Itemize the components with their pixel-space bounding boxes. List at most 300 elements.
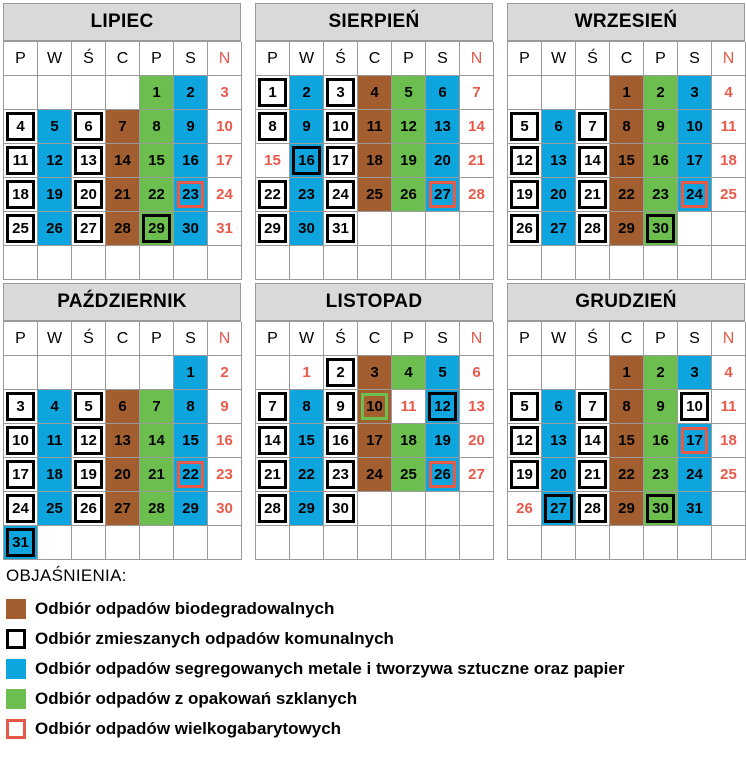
day-cell: 17	[358, 424, 392, 458]
legend-label: Odbiór odpadów biodegradowalnych	[35, 599, 335, 618]
day-cell: 9	[644, 390, 678, 424]
day-cell: 15	[610, 144, 644, 178]
day-cell: 27	[542, 492, 576, 526]
day-cell: 20	[542, 178, 576, 212]
day-cell: 6	[542, 110, 576, 144]
day-cell: 16	[290, 144, 324, 178]
day-cell: 13	[460, 390, 494, 424]
legend	[6, 566, 746, 744]
day-cell: 8	[140, 110, 174, 144]
empty-cell	[38, 76, 72, 110]
day-cell: 28	[576, 492, 610, 526]
empty-cell	[290, 246, 324, 280]
day-cell: 5	[508, 110, 542, 144]
day-cell: 14	[106, 144, 140, 178]
empty-cell	[460, 492, 494, 526]
empty-cell	[426, 526, 460, 560]
day-cell: 23	[174, 178, 208, 212]
weekday-header: W	[38, 322, 72, 356]
empty-cell	[426, 212, 460, 246]
day-cell: 22	[256, 178, 290, 212]
day-cell: 8	[610, 390, 644, 424]
day-cell: 18	[712, 144, 746, 178]
day-cell: 30	[644, 492, 678, 526]
empty-cell	[174, 526, 208, 560]
day-cell: 11	[392, 390, 426, 424]
day-cell: 25	[712, 178, 746, 212]
weekday-header: Ś	[324, 42, 358, 76]
day-cell: 29	[610, 492, 644, 526]
empty-cell	[678, 212, 712, 246]
day-cell: 24	[678, 458, 712, 492]
weekday-header: P	[256, 322, 290, 356]
day-cell: 1	[174, 356, 208, 390]
empty-cell	[644, 246, 678, 280]
day-cell: 8	[290, 390, 324, 424]
day-cell: 22	[290, 458, 324, 492]
empty-cell	[610, 526, 644, 560]
weekday-header: S	[174, 322, 208, 356]
day-cell: 31	[4, 526, 38, 560]
day-cell: 15	[140, 144, 174, 178]
day-cell: 2	[208, 356, 242, 390]
empty-cell	[392, 212, 426, 246]
day-cell: 7	[256, 390, 290, 424]
day-cell: 30	[644, 212, 678, 246]
empty-cell	[542, 356, 576, 390]
day-cell: 4	[358, 76, 392, 110]
day-cell: 28	[460, 178, 494, 212]
weekday-header: P	[4, 42, 38, 76]
day-cell: 1	[610, 356, 644, 390]
day-cell: 24	[4, 492, 38, 526]
empty-cell	[392, 492, 426, 526]
day-cell: 21	[460, 144, 494, 178]
weekday-header: Ś	[576, 42, 610, 76]
day-cell: 6	[542, 390, 576, 424]
day-cell: 27	[460, 458, 494, 492]
day-cell: 29	[290, 492, 324, 526]
day-cell: 22	[140, 178, 174, 212]
weekday-header: Ś	[324, 322, 358, 356]
month-days-grid	[507, 321, 745, 560]
day-cell: 30	[324, 492, 358, 526]
day-cell: 24	[324, 178, 358, 212]
day-cell: 25	[712, 458, 746, 492]
day-cell: 23	[290, 178, 324, 212]
empty-cell	[542, 526, 576, 560]
day-cell: 15	[256, 144, 290, 178]
glass-swatch	[6, 689, 26, 709]
weekday-header: P	[140, 322, 174, 356]
legend-title: OBJAŚNIENIA:	[6, 566, 127, 585]
day-cell: 17	[208, 144, 242, 178]
day-cell: 29	[256, 212, 290, 246]
day-cell: 7	[460, 76, 494, 110]
empty-cell	[324, 526, 358, 560]
day-cell: 9	[644, 110, 678, 144]
empty-cell	[106, 356, 140, 390]
day-cell: 3	[678, 76, 712, 110]
weekday-header: C	[610, 42, 644, 76]
day-cell: 20	[460, 424, 494, 458]
day-cell: 5	[72, 390, 106, 424]
month-listopad	[255, 283, 493, 560]
bio-swatch	[6, 599, 26, 619]
weekday-header: C	[610, 322, 644, 356]
empty-cell	[712, 212, 746, 246]
month-title: WRZESIEŃ	[507, 3, 745, 41]
day-cell: 23	[644, 458, 678, 492]
empty-cell	[542, 76, 576, 110]
empty-cell	[106, 246, 140, 280]
legend-label: Odbiór odpadów segregowanych metale i tworzywa sztuczne oraz papier	[35, 659, 625, 678]
weekday-header: P	[256, 42, 290, 76]
day-cell: 16	[644, 144, 678, 178]
empty-cell	[4, 356, 38, 390]
day-cell: 7	[106, 110, 140, 144]
day-cell: 30	[290, 212, 324, 246]
empty-cell	[426, 246, 460, 280]
empty-cell	[460, 246, 494, 280]
day-cell: 24	[678, 178, 712, 212]
day-cell: 11	[4, 144, 38, 178]
weekday-header: W	[542, 322, 576, 356]
day-cell: 2	[324, 356, 358, 390]
empty-cell	[72, 526, 106, 560]
day-cell: 5	[426, 356, 460, 390]
bulky-swatch	[6, 719, 26, 739]
day-cell: 23	[324, 458, 358, 492]
day-cell: 26	[38, 212, 72, 246]
weekday-header: Ś	[576, 322, 610, 356]
day-cell: 19	[72, 458, 106, 492]
empty-cell	[576, 526, 610, 560]
empty-cell	[542, 246, 576, 280]
day-cell: 5	[38, 110, 72, 144]
empty-cell	[460, 526, 494, 560]
day-cell: 1	[140, 76, 174, 110]
day-cell: 17	[4, 458, 38, 492]
day-cell: 17	[678, 424, 712, 458]
legend-item-bulky	[6, 714, 746, 744]
empty-cell	[678, 246, 712, 280]
day-cell: 29	[610, 212, 644, 246]
weekday-header: P	[4, 322, 38, 356]
weekday-header: S	[678, 322, 712, 356]
day-cell: 16	[174, 144, 208, 178]
day-cell: 3	[324, 76, 358, 110]
empty-cell	[72, 246, 106, 280]
day-cell: 19	[392, 144, 426, 178]
empty-cell	[712, 526, 746, 560]
day-cell: 21	[140, 458, 174, 492]
legend-item-segregated	[6, 654, 746, 684]
day-cell: 4	[38, 390, 72, 424]
weekday-header: Ś	[72, 322, 106, 356]
empty-cell	[358, 492, 392, 526]
day-cell: 31	[208, 212, 242, 246]
weekday-header: P	[392, 322, 426, 356]
day-cell: 14	[576, 424, 610, 458]
weekday-header: N	[460, 42, 494, 76]
weekday-header: C	[358, 322, 392, 356]
weekday-header: P	[644, 42, 678, 76]
legend-label: Odbiór odpadów wielkogabarytowych	[35, 719, 342, 738]
day-cell: 6	[72, 110, 106, 144]
empty-cell	[140, 356, 174, 390]
month-lipiec	[3, 3, 241, 280]
day-cell: 4	[4, 110, 38, 144]
legend-label: Odbiór zmieszanych odpadów komunalnych	[35, 629, 394, 648]
month-title: LISTOPAD	[255, 283, 493, 321]
empty-cell	[38, 246, 72, 280]
empty-cell	[38, 356, 72, 390]
day-cell: 21	[256, 458, 290, 492]
day-cell: 10	[678, 390, 712, 424]
weekday-header: N	[208, 322, 242, 356]
weekday-header: N	[208, 42, 242, 76]
day-cell: 10	[208, 110, 242, 144]
day-cell: 20	[72, 178, 106, 212]
day-cell: 19	[38, 178, 72, 212]
empty-cell	[256, 246, 290, 280]
day-cell: 12	[508, 424, 542, 458]
day-cell: 30	[174, 212, 208, 246]
empty-cell	[460, 212, 494, 246]
day-cell: 29	[140, 212, 174, 246]
empty-cell	[38, 526, 72, 560]
day-cell: 7	[140, 390, 174, 424]
empty-cell	[174, 246, 208, 280]
weekday-header: C	[358, 42, 392, 76]
month-days-grid	[255, 321, 493, 560]
month-days-grid	[507, 41, 745, 280]
day-cell: 22	[610, 178, 644, 212]
day-cell: 18	[392, 424, 426, 458]
empty-cell	[140, 246, 174, 280]
month-sierpien	[255, 3, 493, 280]
day-cell: 12	[508, 144, 542, 178]
empty-cell	[508, 246, 542, 280]
day-cell: 26	[426, 458, 460, 492]
day-cell: 17	[324, 144, 358, 178]
empty-cell	[4, 246, 38, 280]
day-cell: 12	[72, 424, 106, 458]
empty-cell	[208, 526, 242, 560]
day-cell: 26	[392, 178, 426, 212]
month-days-grid	[3, 321, 241, 560]
day-cell: 25	[358, 178, 392, 212]
empty-cell	[106, 526, 140, 560]
day-cell: 4	[392, 356, 426, 390]
empty-cell	[208, 246, 242, 280]
day-cell: 1	[256, 76, 290, 110]
day-cell: 22	[610, 458, 644, 492]
month-days-grid	[255, 41, 493, 280]
day-cell: 11	[38, 424, 72, 458]
day-cell: 8	[174, 390, 208, 424]
day-cell: 25	[38, 492, 72, 526]
day-cell: 28	[106, 212, 140, 246]
day-cell: 27	[106, 492, 140, 526]
empty-cell	[72, 356, 106, 390]
empty-cell	[392, 526, 426, 560]
legend-item-bio	[6, 594, 746, 624]
day-cell: 16	[208, 424, 242, 458]
month-title: SIERPIEŃ	[255, 3, 493, 41]
weekday-header: P	[508, 42, 542, 76]
weekday-header: N	[712, 42, 746, 76]
mixed-swatch	[6, 629, 26, 649]
day-cell: 4	[712, 76, 746, 110]
weekday-header: S	[678, 42, 712, 76]
empty-cell	[290, 526, 324, 560]
empty-cell	[712, 246, 746, 280]
empty-cell	[426, 492, 460, 526]
day-cell: 5	[508, 390, 542, 424]
day-cell: 14	[140, 424, 174, 458]
day-cell: 15	[290, 424, 324, 458]
day-cell: 20	[106, 458, 140, 492]
month-days-grid	[3, 41, 241, 280]
empty-cell	[392, 246, 426, 280]
day-cell: 28	[576, 212, 610, 246]
day-cell: 12	[392, 110, 426, 144]
day-cell: 6	[106, 390, 140, 424]
weekday-header: P	[508, 322, 542, 356]
day-cell: 28	[140, 492, 174, 526]
day-cell: 6	[460, 356, 494, 390]
day-cell: 13	[72, 144, 106, 178]
day-cell: 11	[712, 110, 746, 144]
day-cell: 2	[174, 76, 208, 110]
day-cell: 24	[358, 458, 392, 492]
empty-cell	[324, 246, 358, 280]
day-cell: 3	[358, 356, 392, 390]
day-cell: 12	[426, 390, 460, 424]
empty-cell	[358, 246, 392, 280]
day-cell: 3	[208, 76, 242, 110]
weekday-header: S	[426, 322, 460, 356]
empty-cell	[576, 246, 610, 280]
day-cell: 11	[712, 390, 746, 424]
day-cell: 11	[358, 110, 392, 144]
weekday-header: Ś	[72, 42, 106, 76]
weekday-header: S	[174, 42, 208, 76]
day-cell: 19	[508, 458, 542, 492]
day-cell: 3	[678, 356, 712, 390]
day-cell: 31	[324, 212, 358, 246]
weekday-header: N	[460, 322, 494, 356]
day-cell: 26	[508, 492, 542, 526]
weekday-header: W	[542, 42, 576, 76]
weekday-header: C	[106, 42, 140, 76]
empty-cell	[358, 212, 392, 246]
segregated-swatch	[6, 659, 26, 679]
empty-cell	[678, 526, 712, 560]
empty-cell	[576, 356, 610, 390]
day-cell: 27	[72, 212, 106, 246]
day-cell: 27	[426, 178, 460, 212]
weekday-header: S	[426, 42, 460, 76]
weekday-header: W	[290, 42, 324, 76]
day-cell: 18	[358, 144, 392, 178]
weekday-header: N	[712, 322, 746, 356]
day-cell: 16	[324, 424, 358, 458]
day-cell: 4	[712, 356, 746, 390]
day-cell: 13	[426, 110, 460, 144]
month-title: GRUDZIEŃ	[507, 283, 745, 321]
empty-cell	[256, 526, 290, 560]
day-cell: 18	[4, 178, 38, 212]
day-cell: 9	[208, 390, 242, 424]
day-cell: 20	[426, 144, 460, 178]
day-cell: 13	[542, 424, 576, 458]
empty-cell	[4, 76, 38, 110]
day-cell: 30	[208, 492, 242, 526]
day-cell: 10	[324, 110, 358, 144]
day-cell: 21	[576, 178, 610, 212]
day-cell: 9	[290, 110, 324, 144]
empty-cell	[644, 526, 678, 560]
empty-cell	[712, 492, 746, 526]
day-cell: 2	[644, 356, 678, 390]
day-cell: 16	[644, 424, 678, 458]
day-cell: 19	[426, 424, 460, 458]
day-cell: 6	[426, 76, 460, 110]
legend-label: Odbiór odpadów z opakowań szklanych	[35, 689, 358, 708]
day-cell: 26	[72, 492, 106, 526]
day-cell: 9	[324, 390, 358, 424]
month-title: LIPIEC	[3, 3, 241, 41]
day-cell: 12	[38, 144, 72, 178]
day-cell: 23	[208, 458, 242, 492]
month-pazdziernik	[3, 283, 241, 560]
empty-cell	[508, 356, 542, 390]
empty-cell	[106, 76, 140, 110]
month-title: PAŹDZIERNIK	[3, 283, 241, 321]
empty-cell	[576, 76, 610, 110]
day-cell: 28	[256, 492, 290, 526]
day-cell: 2	[290, 76, 324, 110]
weekday-header: P	[392, 42, 426, 76]
empty-cell	[256, 356, 290, 390]
empty-cell	[72, 76, 106, 110]
day-cell: 18	[712, 424, 746, 458]
day-cell: 8	[256, 110, 290, 144]
day-cell: 15	[174, 424, 208, 458]
month-wrzesien	[507, 3, 745, 280]
day-cell: 15	[610, 424, 644, 458]
day-cell: 1	[610, 76, 644, 110]
day-cell: 7	[576, 110, 610, 144]
day-cell: 19	[508, 178, 542, 212]
day-cell: 25	[392, 458, 426, 492]
day-cell: 31	[678, 492, 712, 526]
weekday-header: P	[644, 322, 678, 356]
month-grudzien	[507, 283, 745, 560]
day-cell: 1	[290, 356, 324, 390]
day-cell: 24	[208, 178, 242, 212]
day-cell: 9	[174, 110, 208, 144]
day-cell: 2	[644, 76, 678, 110]
day-cell: 23	[644, 178, 678, 212]
day-cell: 5	[392, 76, 426, 110]
day-cell: 21	[106, 178, 140, 212]
weekday-header: W	[38, 42, 72, 76]
day-cell: 21	[576, 458, 610, 492]
